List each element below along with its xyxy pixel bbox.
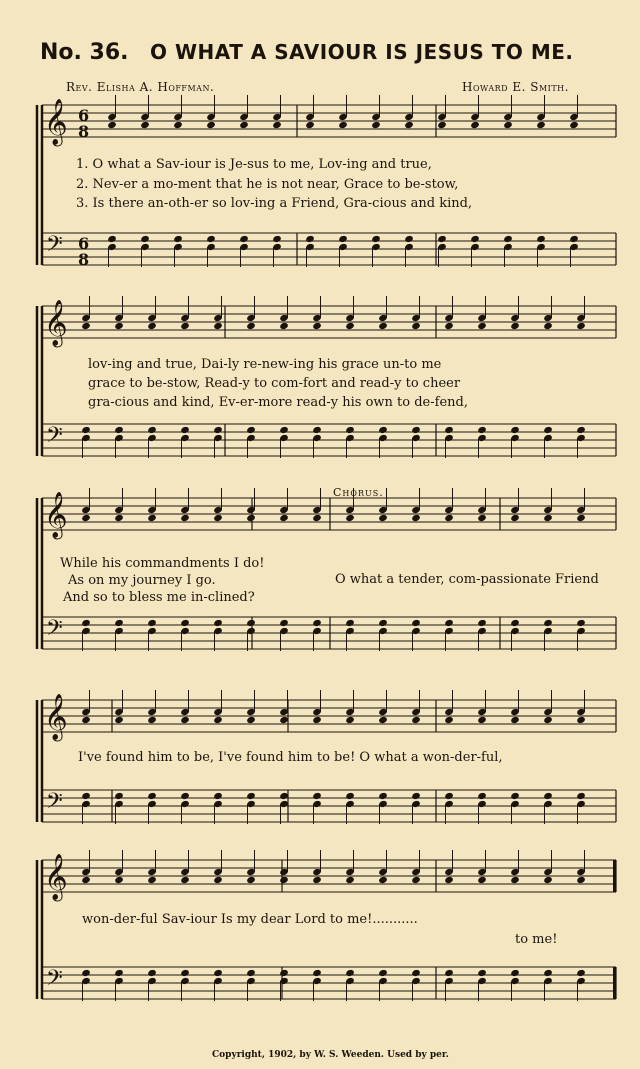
bass-note — [114, 792, 124, 800]
bass-note — [81, 969, 91, 977]
bass-note — [213, 969, 223, 977]
treble-clef-icon: 𝄞 — [44, 99, 68, 145]
bass-note — [81, 792, 91, 800]
bass-note — [114, 619, 124, 627]
lyric-verse-1: 1. O what a Sav-iour is Je-sus to me, Lov-ing and true, — [76, 157, 432, 172]
bass-note — [437, 235, 447, 243]
bass-note — [503, 235, 513, 243]
bass-note — [477, 426, 487, 434]
bass-note — [147, 619, 157, 627]
lyric-verse-3: And so to bless me in-clined? — [63, 590, 255, 605]
bass-note — [312, 426, 322, 434]
bass-clef-icon: 𝄢 — [46, 789, 63, 819]
bass-note — [180, 619, 190, 627]
bass-note — [246, 619, 256, 627]
hymn-number: No. 36. — [40, 40, 129, 65]
bass-note — [147, 792, 157, 800]
chorus-lyric: O what a tender, com-passionate Friend — [335, 572, 599, 587]
bass-clef-icon: 𝄢 — [46, 966, 63, 996]
bass-note — [576, 792, 586, 800]
bass-note — [345, 792, 355, 800]
bass-note — [378, 619, 388, 627]
bass-note — [411, 619, 421, 627]
bass-note — [378, 792, 388, 800]
bass-note — [411, 792, 421, 800]
bass-note — [510, 619, 520, 627]
bass-note — [338, 235, 348, 243]
svg-text:8: 8 — [78, 122, 90, 141]
bass-clef-icon: 𝄢 — [46, 232, 63, 262]
bass-note — [444, 426, 454, 434]
bass-clef-icon: 𝄢 — [46, 616, 63, 646]
lyric-chorus: I've found him to be, I've found him to be! O what a won-der-ful, — [78, 750, 503, 765]
bass-note — [180, 969, 190, 977]
author-credit: Rev. Elisha A. Hoffman. — [66, 80, 215, 94]
bass-note — [213, 619, 223, 627]
bass-note — [147, 426, 157, 434]
bass-note — [576, 619, 586, 627]
bass-note — [470, 235, 480, 243]
bass-note — [312, 969, 322, 977]
bass-note — [206, 235, 216, 243]
bass-note — [411, 426, 421, 434]
bass-note — [312, 792, 322, 800]
lyric-verse-3: gra-cious and kind, Ev-er-more read-y his own to de-fend, — [88, 395, 468, 410]
bass-note — [569, 235, 579, 243]
bass-note — [543, 426, 553, 434]
bass-note — [543, 792, 553, 800]
bass-note — [411, 969, 421, 977]
bass-note — [345, 426, 355, 434]
treble-clef-icon: 𝄞 — [44, 694, 68, 740]
bass-note — [140, 235, 150, 243]
bass-note — [180, 792, 190, 800]
bass-clef-icon: 𝄢 — [46, 423, 63, 453]
bass-note — [81, 426, 91, 434]
lyric-verse-1: lov-ing and true, Dai-ly re-new-ing his grace un-to me — [88, 357, 442, 372]
bass-note — [576, 969, 586, 977]
lyric-verse-1: While his commandments I do! — [60, 556, 265, 571]
bass-note — [543, 969, 553, 977]
bass-note — [510, 969, 520, 977]
bass-note — [147, 969, 157, 977]
treble-clef-icon: 𝄞 — [44, 854, 68, 900]
bass-note — [279, 792, 289, 800]
bass-note — [510, 426, 520, 434]
bass-note — [543, 619, 553, 627]
bass-note — [477, 969, 487, 977]
bass-note — [536, 235, 546, 243]
bass-note — [279, 969, 289, 977]
hymn-title: O WHAT A SAVIOUR IS JESUS TO ME. — [150, 40, 574, 64]
bass-note — [173, 235, 183, 243]
bass-note — [312, 619, 322, 627]
bass-note — [444, 969, 454, 977]
bass-note — [279, 619, 289, 627]
time-signature: 6 — [78, 106, 90, 125]
bass-note — [305, 235, 315, 243]
copyright-notice: Copyright, 1902, by W. S. Weeden. Used by per. — [212, 1050, 449, 1060]
treble-clef-icon: 𝄞 — [44, 492, 68, 538]
bass-note — [272, 235, 282, 243]
bass-note — [107, 235, 117, 243]
final-barline — [613, 860, 616, 892]
bass-note — [371, 235, 381, 243]
bass-note — [477, 619, 487, 627]
bass-note — [404, 235, 414, 243]
lyric-verse-2: grace to be-stow, Read-y to com-fort and read-y to cheer — [88, 376, 461, 391]
time-signature: 6 — [78, 234, 90, 253]
bass-note — [279, 426, 289, 434]
bass-note — [213, 792, 223, 800]
bass-note — [345, 969, 355, 977]
lyric-chorus: won-der-ful Sav-iour Is my dear Lord to me!........... — [82, 912, 418, 927]
composer-credit: Howard E. Smith. — [462, 80, 569, 94]
bass-note — [477, 792, 487, 800]
bass-note — [246, 426, 256, 434]
chorus-label: Chorus. — [333, 486, 384, 499]
bass-note — [213, 426, 223, 434]
bass-note — [510, 792, 520, 800]
bass-note — [444, 619, 454, 627]
lyric-verse-2: As on my journey I go. — [68, 573, 216, 588]
bass-note — [345, 619, 355, 627]
bass-note — [378, 969, 388, 977]
treble-clef-icon: 𝄞 — [44, 300, 68, 346]
bass-note — [239, 235, 249, 243]
lyric-verse-3: 3. Is there an-oth-er so lov-ing a Friend, Gra-cious and kind, — [76, 196, 473, 211]
svg-text:8: 8 — [78, 250, 90, 269]
lyric-verse-2: 2. Nev-er a mo-ment that he is not near, Grace to be-stow, — [76, 177, 459, 192]
bass-note — [81, 619, 91, 627]
bass-note — [246, 969, 256, 977]
bass-note — [378, 426, 388, 434]
lyric-echo: to me! — [515, 932, 558, 947]
bass-note — [576, 426, 586, 434]
bass-note — [114, 969, 124, 977]
bass-note — [246, 792, 256, 800]
bass-note — [180, 426, 190, 434]
bass-note — [114, 426, 124, 434]
bass-note — [444, 792, 454, 800]
